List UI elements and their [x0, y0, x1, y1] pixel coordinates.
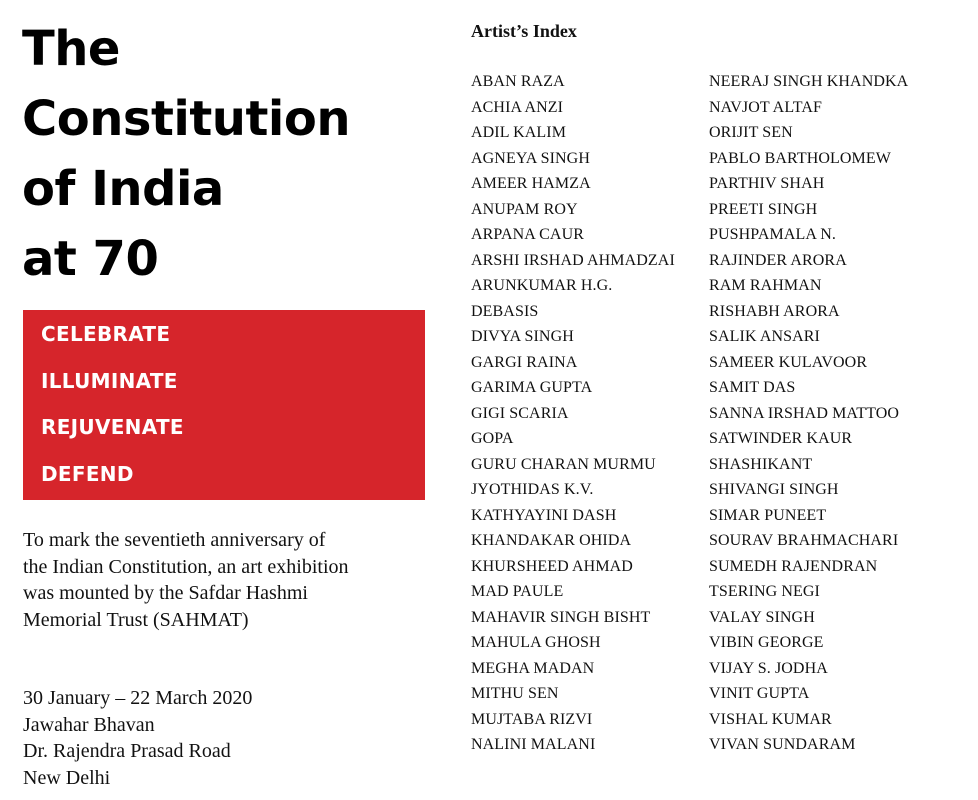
artist-name: PREETI SINGH: [709, 200, 818, 218]
artist-name: SHASHIKANT: [709, 455, 813, 473]
artist-name: RAM RAHMAN: [709, 277, 822, 294]
artist-name: VIVAN SUNDARAM: [709, 736, 856, 753]
artist-name: KHURSHEED AHMAD: [471, 557, 633, 575]
artist-name: VIBIN GEORGE: [709, 634, 824, 651]
artist-name: SOURAV BRAHMACHARI: [709, 532, 899, 549]
artist-name: RISHABH ARORA: [709, 302, 840, 320]
artist-name: GARIMA GUPTA: [471, 379, 593, 396]
artist-name: SUMEDH RAJENDRAN: [709, 557, 878, 575]
artist-name: NALINI MALANI: [471, 736, 596, 753]
artist-name: KHANDAKAR OHIDA: [471, 532, 632, 549]
title-line: The: [22, 21, 120, 77]
exhibition-description: To mark the seventieth anniversary of the Indian Constitution, an art exhibition was mounted by the Safdar Hashmi Memorial Trust (SAHMAT): [23, 529, 349, 631]
motto-item: DEFEND: [41, 461, 134, 486]
title-line: at 70: [22, 231, 159, 287]
artist-name: ADIL KALIM: [471, 124, 567, 141]
event-street: Dr. Rajendra Prasad Road: [23, 740, 231, 762]
artist-name: AGNEYA SINGH: [471, 149, 590, 167]
title-line: of India: [22, 161, 224, 217]
artist-name: ORIJIT SEN: [709, 124, 793, 141]
artist-name: DIVYA SINGH: [471, 328, 574, 345]
artist-name: SANNA IRSHAD MATTOO: [709, 404, 900, 422]
page-title: [22, 14, 422, 294]
artist-name: DEBASIS: [471, 302, 539, 320]
artist-name: ARUNKUMAR H.G.: [471, 277, 613, 294]
event-city: New Delhi: [23, 766, 111, 789]
event-details: [23, 685, 353, 791]
artist-name: MAD PAULE: [471, 583, 564, 600]
artist-name: MAHULA GHOSH: [471, 634, 601, 651]
artists-column-1: [471, 71, 675, 760]
artist-name: PABLO BARTHOLOMEW: [709, 149, 891, 167]
artist-name: SHIVANGI SINGH: [709, 481, 839, 498]
artist-name: GARGI RAINA: [471, 353, 578, 371]
artist-name: VINIT GUPTA: [709, 685, 810, 702]
title-line: Constitution: [22, 91, 351, 147]
artist-name: GOPA: [471, 430, 514, 447]
artist-name: RAJINDER ARORA: [709, 251, 847, 269]
artist-name: SIMAR PUNEET: [709, 506, 827, 524]
motto-box: [23, 310, 425, 500]
artist-name: VIJAY S. JODHA: [709, 659, 828, 677]
artist-name: SAMEER KULAVOOR: [709, 353, 868, 371]
artist-name: SALIK ANSARI: [709, 328, 820, 345]
artist-name: ABAN RAZA: [471, 73, 565, 90]
artist-name: AMEER HAMZA: [471, 175, 591, 192]
motto-item: CELEBRATE: [41, 322, 171, 346]
artist-name: JYOTHIDAS K.V.: [471, 481, 594, 498]
artists-column-2: [709, 71, 908, 760]
artist-name: KATHYAYINI DASH: [471, 506, 617, 524]
motto-item: ILLUMINATE: [41, 368, 178, 393]
artist-name: GURU CHARAN MURMU: [471, 455, 656, 473]
artist-name: MUJTABA RIZVI: [471, 710, 593, 728]
artist-name: VALAY SINGH: [709, 608, 815, 626]
artist-name: PARTHIV SHAH: [709, 175, 825, 192]
artist-name: ARSHI IRSHAD AHMADZAI: [471, 251, 675, 269]
artist-name: PUSHPAMALA N.: [709, 226, 836, 243]
artist-name: MITHU SEN: [471, 685, 559, 702]
artist-name: TSERING NEGI: [709, 583, 820, 600]
artist-name: MAHAVIR SINGH BISHT: [471, 608, 651, 626]
artist-name: VISHAL KUMAR: [709, 710, 832, 728]
artist-name: ANUPAM ROY: [471, 200, 578, 218]
artist-name: SAMIT DAS: [709, 379, 796, 396]
artist-name: ACHIA ANZI: [471, 98, 564, 116]
artist-name: NEERAJ SINGH KHANDKA: [709, 73, 909, 90]
artist-name: NAVJOT ALTAF: [709, 98, 822, 116]
artist-name: MEGHA MADAN: [471, 659, 595, 677]
motto-item: REJUVENATE: [41, 415, 184, 439]
artist-name: GIGI SCARIA: [471, 404, 569, 422]
event-dates: 30 January – 22 March 2020: [23, 687, 253, 709]
artist-name: ARPANA CAUR: [471, 226, 584, 243]
artist-name: SATWINDER KAUR: [709, 430, 853, 447]
event-venue: Jawahar Bhavan: [23, 713, 155, 736]
artists-index-heading: Artist’s Index: [471, 21, 577, 41]
